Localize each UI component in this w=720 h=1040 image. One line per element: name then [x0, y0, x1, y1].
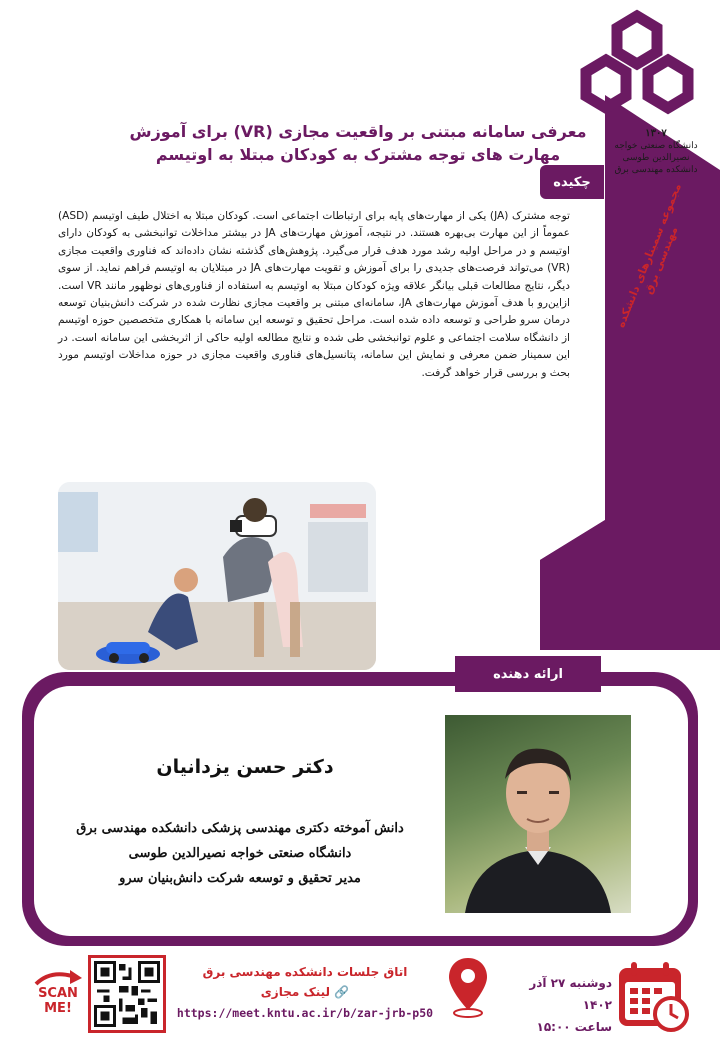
university-caption — [600, 128, 712, 176]
link-icon: 🔗 — [330, 985, 350, 999]
seminar-series-label: مجموعه سمینارهای دانشکده مهندسی برق — [614, 181, 684, 330]
seminar-title-line1: معرفی سامانه مبتنی بر واقعیت مجازی (VR) برای آموزش — [129, 122, 587, 141]
location-pin-icon — [446, 956, 490, 1018]
event-time: ساعت ۱۵:۰۰ — [536, 1020, 612, 1034]
online-link-label: 🔗 لینک مجازی — [260, 985, 350, 999]
presenter-bio-line: مدیر تحقیق و توسعه شرکت دانش‌بنیان سرو — [119, 871, 361, 886]
university-logo-icon — [578, 8, 696, 116]
abstract-tab: چکیده — [540, 165, 604, 199]
presenter-bio — [40, 816, 440, 891]
event-date: دوشنبه ۲۷ آذر ۱۴۰۲ — [529, 976, 612, 1012]
faculty-name: دانشکده مهندسی برق — [614, 165, 698, 175]
university-year: ۱۳۰۷ — [645, 128, 667, 139]
vr-child-photo — [58, 482, 376, 670]
venue-room: اتاق جلسات دانشکده مهندسی برق — [202, 965, 408, 979]
seminar-title-line2: مهارت‌ های توجه مشترک به کودکان مبتلا به اوتیسم — [155, 145, 561, 164]
presenter-tab: ارائه دهنده — [455, 656, 601, 692]
seminar-title — [120, 120, 596, 166]
presenter-bio-line: دانشگاه صنعتی خواجه نصیرالدین طوسی — [128, 846, 352, 861]
presenter-portrait — [445, 715, 631, 913]
scan-me-label: SCAN ME! — [38, 986, 78, 1016]
presenter-name: دکتر حسن یزدانیان — [156, 756, 334, 778]
abstract-text: توجه مشترک (JA) یکی از مهارت‌های پایه برای ارتباطات اجتماعی است. کودکان مبتلا به اختلال طیف اوتیسم (ASD) عموماً از این مهارت بی‌بهره هستند. در نتیجه، آموزش مهارت‌های JA در بیشتر مداخلات توانبخشی به کودکان دارای اوتیسم و در مراحل اولیه رشد مورد هدف قرار می‌گیرد. پژوهش‌های گذشته نشان داده‌اند که فناوری واقعیت مجازی (VR) می‌تواند فرصت‌های جدیدی را برای آموزش و تقویت مهارت‌های JA در مبتلایان به اوتیسم فراهم نماید. از سوی دیگر، نتایج مطالعات قبلی بیانگر علاقه ویژه کودکان مبتلا به اوتیسم به استفاده از فناوری‌های نوظهور مانند VR است. ازاین‌رو با هدف آموزش مهارت‌های JA، سامانه‌ای مبتنی بر واقعیت مجازی نظارت شده در شرکت دانش‌بنیان توسعه درمان سرو طراحی و توسعه داده شده است. مراحل تحقیق و توسعه این سامانه با همکاری متخصصین حوزه اوتیسم از دانشگاه سلامت اجتماعی و علوم توانبخشی طی شده و نتایج مطالعه اولیه حاکی از اثربخشی این سامانه است. در این سمینار ضمن معرفی و نمایش این سامانه، پتانسیل‌های فناوری واقعیت مجازی در حوزه مداخلات اوتیسم مورد بحث و بررسی قرار خواهد گرفت. — [58, 210, 570, 379]
university-name: دانشگاه صنعتی خواجه نصیرالدین طوسی — [614, 141, 698, 163]
event-datetime — [500, 972, 612, 1038]
qr-code[interactable] — [88, 955, 166, 1033]
event-venue — [170, 962, 440, 1002]
presenter-bio-line: دانش آموخته دکتری مهندسی پزشکی دانشکده مهندسی برق — [76, 821, 404, 836]
calendar-icon — [615, 958, 691, 1034]
meeting-link[interactable]: https://meet.kntu.ac.ir/b/zar-jrb-p50 — [176, 1006, 434, 1020]
